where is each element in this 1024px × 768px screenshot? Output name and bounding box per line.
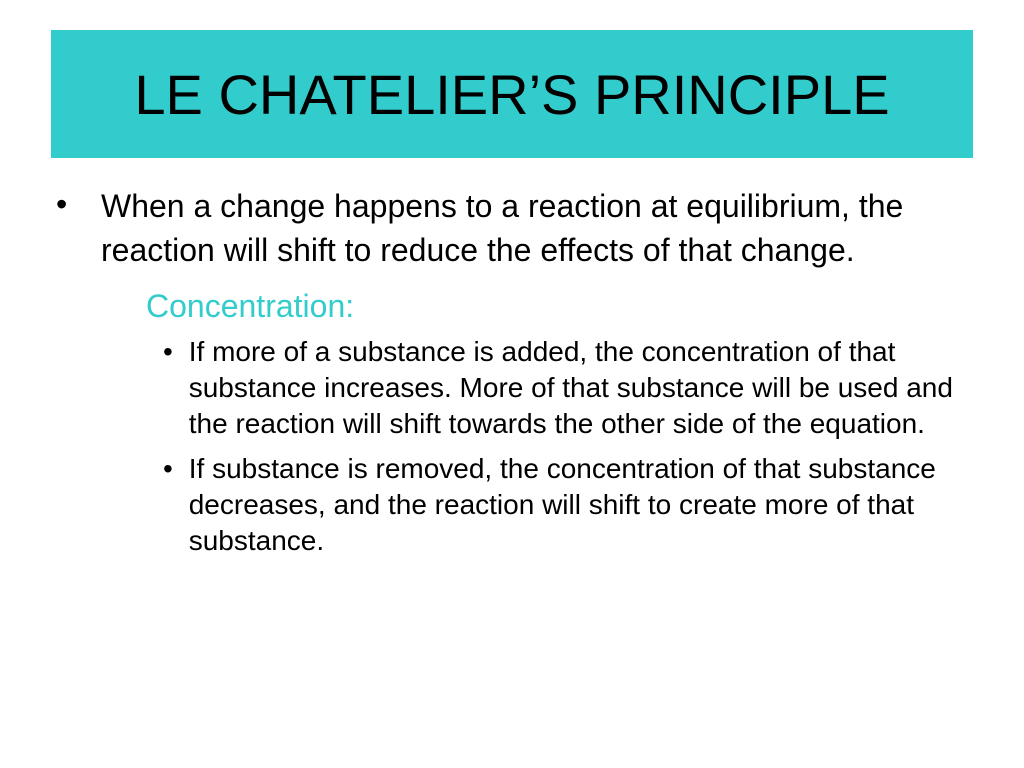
slide-body <box>56 184 956 559</box>
bullet-dot-icon: • <box>56 186 68 222</box>
sub-bullet-text: If more of a substance is added, the concentration of that substance increases. More of that substance will be used and the reaction will shift towards the other side of the equation. <box>188 336 953 439</box>
sub-bullet-text: If substance is removed, the concentration of that substance decreases, and the reaction will shift to create more of that substance. <box>188 453 936 556</box>
bullet-dot-icon: • <box>163 453 173 484</box>
sub-bullet-removed <box>163 451 956 559</box>
slide-title: LE CHATELIER’S PRINCIPLE <box>134 62 890 126</box>
main-bullet-text: When a change happens to a reaction at equilibrium, the reaction will shift to reduce the effects of that change. <box>101 188 904 268</box>
title-banner <box>51 30 973 158</box>
bullet-dot-icon: • <box>163 336 173 367</box>
main-bullet <box>56 184 956 272</box>
sub-bullet-added <box>163 334 956 442</box>
concentration-heading: Concentration: <box>146 288 355 324</box>
